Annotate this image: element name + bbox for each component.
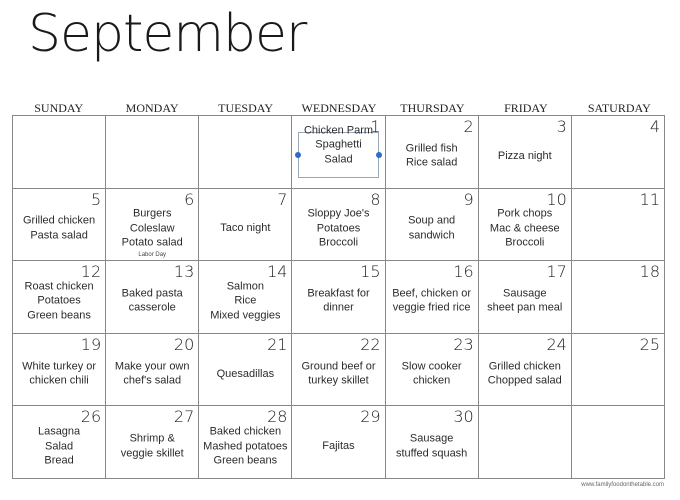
day-cell-28[interactable] bbox=[199, 406, 292, 479]
date-number: 22 bbox=[360, 334, 381, 354]
day-cell-13[interactable] bbox=[106, 261, 199, 334]
meal-text: Quesadillas bbox=[216, 367, 275, 380]
day-cell-23[interactable] bbox=[386, 334, 479, 407]
meal-text: Baked chicken Mashed potatoes Green beans bbox=[203, 425, 288, 467]
day-cell-7[interactable] bbox=[199, 189, 292, 262]
weekday-sunday: SUNDAY bbox=[34, 101, 84, 115]
day-cell-15[interactable] bbox=[292, 261, 385, 334]
date-number: 5 bbox=[90, 189, 102, 209]
date-number: 9 bbox=[463, 189, 474, 209]
day-cell-16[interactable] bbox=[386, 261, 479, 334]
meal-text: White turkey or chicken chili bbox=[22, 360, 97, 387]
day-cell-24[interactable] bbox=[479, 334, 572, 407]
meal-text: Sloppy Joe's Potatoes Broccoli bbox=[307, 207, 370, 249]
day-cell-10[interactable] bbox=[479, 189, 572, 262]
date-number: 2 bbox=[463, 117, 474, 136]
date-number: 25 bbox=[639, 334, 660, 354]
date-number: 26 bbox=[80, 407, 102, 427]
date-number: 17 bbox=[546, 262, 567, 282]
weekday-saturday: SATURDAY bbox=[587, 101, 651, 115]
day-cell-27[interactable] bbox=[106, 406, 199, 479]
day-cell-11[interactable] bbox=[572, 189, 665, 262]
date-number: 10 bbox=[546, 189, 567, 209]
day-cell-25[interactable] bbox=[572, 334, 665, 407]
date-number: 4 bbox=[649, 117, 660, 136]
day-cell-30[interactable] bbox=[386, 406, 479, 479]
meal-text: Soup and sandwich bbox=[408, 214, 456, 242]
meal-text: Breakfast for dinner bbox=[307, 287, 370, 314]
meal-text: Roast chicken Potatoes Green beans bbox=[24, 280, 94, 322]
holiday-note: Labor Day bbox=[138, 252, 167, 259]
date-number: 16 bbox=[453, 262, 474, 282]
day-cell-5[interactable] bbox=[13, 189, 106, 262]
meal-text: Slow cooker chicken bbox=[401, 360, 462, 387]
calendar-grid bbox=[12, 115, 665, 479]
date-number: 21 bbox=[267, 334, 288, 354]
meal-text: Make your own chef's salad bbox=[114, 360, 190, 387]
meal-text: Grilled chicken Pasta salad bbox=[23, 214, 96, 242]
weekday-tuesday: TUESDAY bbox=[218, 101, 274, 115]
meal-text: Ground beef or turkey skillet bbox=[301, 360, 376, 387]
meal-text: Grilled fish Rice salad bbox=[405, 142, 458, 169]
day-cell-2[interactable] bbox=[386, 116, 479, 189]
meal-text: Baked pasta casserole bbox=[121, 287, 183, 314]
empty-day-cell[interactable] bbox=[572, 406, 665, 479]
meal-text: Lasagna Salad Bread bbox=[37, 425, 81, 467]
empty-day-cell[interactable] bbox=[479, 406, 572, 479]
empty-day-cell[interactable] bbox=[199, 116, 292, 189]
date-number: 29 bbox=[360, 407, 381, 427]
meal-text: Pizza night bbox=[497, 149, 552, 162]
meal-text: Sausage stuffed squash bbox=[395, 432, 468, 460]
meal-text: Chicken Parm Spaghetti Salad bbox=[303, 124, 374, 166]
meal-text: Pork chops Mac & cheese Broccoli bbox=[489, 207, 560, 249]
date-number: 3 bbox=[556, 117, 567, 136]
day-cell-22[interactable] bbox=[292, 334, 385, 407]
meal-text: Taco night bbox=[220, 222, 271, 235]
date-number: 23 bbox=[453, 334, 474, 354]
day-cell-4[interactable] bbox=[572, 116, 665, 189]
date-number: 7 bbox=[277, 189, 288, 209]
date-number: 12 bbox=[80, 262, 102, 282]
date-number: 24 bbox=[546, 334, 567, 354]
day-cell-3[interactable] bbox=[479, 116, 572, 189]
date-number: 27 bbox=[173, 407, 195, 427]
day-cell-6[interactable] bbox=[106, 189, 199, 262]
date-number: 13 bbox=[173, 262, 195, 282]
date-number: 6 bbox=[184, 189, 195, 209]
day-cell-8[interactable] bbox=[292, 189, 385, 262]
day-cell-29[interactable] bbox=[292, 406, 385, 479]
day-cell-20[interactable] bbox=[106, 334, 199, 407]
website-credit: www.familyfoodonthetable.com bbox=[581, 482, 664, 488]
meal-text: Salmon Rice Mixed veggies bbox=[210, 280, 281, 322]
day-cell-9[interactable] bbox=[386, 189, 479, 262]
date-number: 28 bbox=[267, 407, 288, 427]
day-cell-19[interactable] bbox=[13, 334, 106, 407]
weekday-header-row bbox=[12, 100, 666, 116]
day-cell-18[interactable] bbox=[572, 261, 665, 334]
day-cell-21[interactable] bbox=[199, 334, 292, 407]
date-number: 8 bbox=[370, 189, 381, 209]
weekday-monday: MONDAY bbox=[125, 101, 179, 115]
date-number: 11 bbox=[639, 189, 660, 209]
weekday-wednesday: WEDNESDAY bbox=[301, 101, 377, 115]
date-number: 20 bbox=[173, 334, 195, 354]
weekday-thursday: THURSDAY bbox=[400, 101, 465, 115]
empty-day-cell[interactable] bbox=[106, 116, 199, 189]
meal-text: Grilled chicken Chopped salad bbox=[487, 360, 562, 387]
meal-text: Burgers Coleslaw Potato salad bbox=[121, 207, 183, 249]
meal-text: Fajitas bbox=[322, 439, 355, 452]
day-cell-14[interactable] bbox=[199, 261, 292, 334]
empty-day-cell[interactable] bbox=[13, 116, 106, 189]
month-title: September bbox=[28, 4, 307, 64]
meal-text: Sausage sheet pan meal bbox=[487, 287, 563, 314]
meal-text: Shrimp & veggie skillet bbox=[120, 432, 184, 460]
day-cell-26[interactable] bbox=[13, 406, 106, 479]
date-number: 30 bbox=[453, 407, 474, 427]
day-cell-17[interactable] bbox=[479, 261, 572, 334]
day-cell-12[interactable] bbox=[13, 261, 106, 334]
date-number: 14 bbox=[267, 262, 288, 282]
date-number: 19 bbox=[80, 334, 102, 354]
meal-text: Beef, chicken or veggie fried rice bbox=[392, 287, 472, 314]
day-cell-1[interactable] bbox=[292, 116, 385, 189]
date-number: 18 bbox=[639, 262, 660, 282]
date-number: 15 bbox=[360, 262, 381, 282]
date-number: 1 bbox=[370, 117, 381, 136]
weekday-friday: FRIDAY bbox=[504, 101, 548, 115]
